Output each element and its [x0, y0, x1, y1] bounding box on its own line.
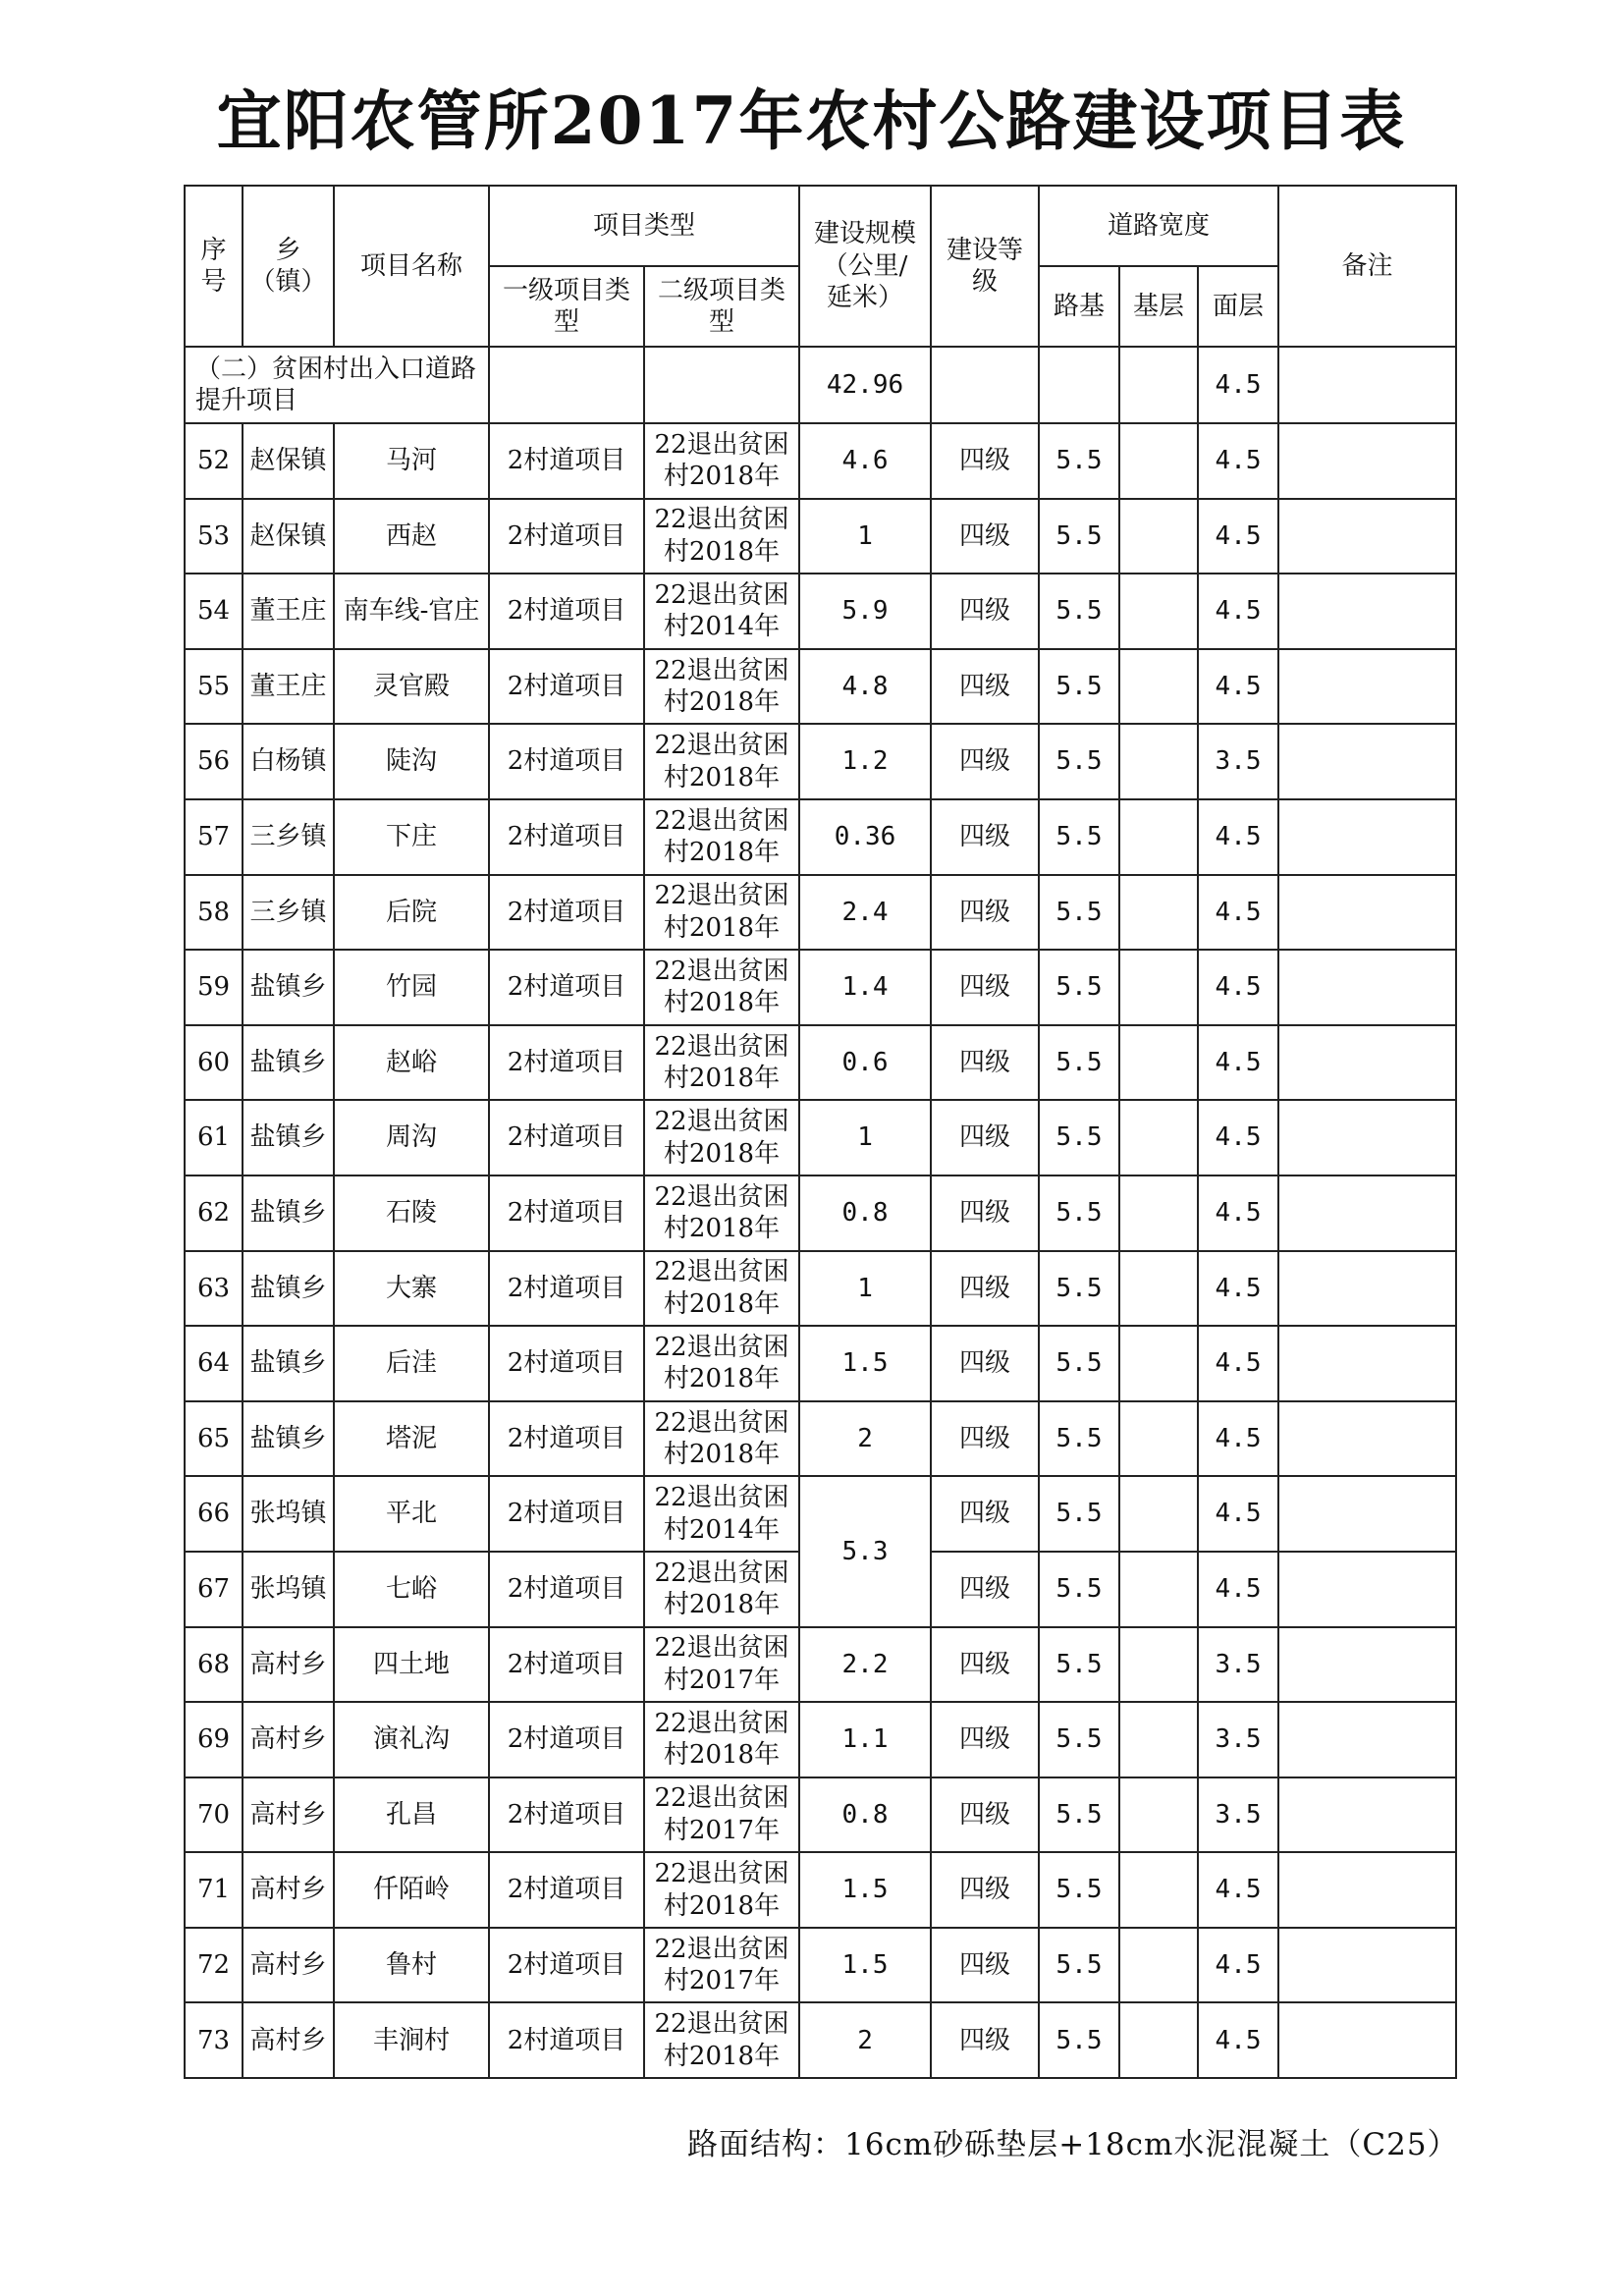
cell-scale: 1 [799, 499, 931, 574]
table-row [185, 950, 1456, 1025]
cell-type-l1: 2村道项目 [489, 1476, 644, 1552]
cell-width-sub [1119, 2002, 1198, 2078]
cell-town: 张坞镇 [243, 1476, 334, 1552]
cell-width-base: 5.5 [1039, 1476, 1119, 1552]
cell-width-surface: 4.5 [1198, 499, 1278, 574]
cell-type-l1: 2村道项目 [489, 1928, 644, 2003]
cell-width-surface: 4.5 [1198, 799, 1278, 875]
cell-remark [1278, 1251, 1456, 1327]
cell-scale: 2 [799, 1401, 931, 1477]
cell-width-sub [1119, 499, 1198, 574]
cell-width-surface: 4.5 [1198, 1552, 1278, 1627]
cell-grade: 四级 [931, 724, 1039, 799]
table-row [185, 2002, 1456, 2078]
cell-type-l2: 22退出贫困 村2018年 [644, 799, 799, 875]
cell-type-l1: 2村道项目 [489, 423, 644, 499]
cell-width-surface: 4.5 [1198, 1100, 1278, 1175]
cell-type-l1: 2村道项目 [489, 499, 644, 574]
cell-width-base: 5.5 [1039, 649, 1119, 725]
cell-scale: 0.6 [799, 1025, 931, 1101]
cell-town: 高村乡 [243, 1852, 334, 1928]
header-type-l1: 一级项目类 型 [489, 266, 644, 347]
cell-width-base: 5.5 [1039, 1552, 1119, 1627]
cell-seq: 69 [185, 1702, 243, 1777]
cell-width-surface: 4.5 [1198, 1476, 1278, 1552]
cell-width-surface: 3.5 [1198, 1702, 1278, 1777]
cell-name: 鲁村 [334, 1928, 489, 2003]
cell-name: 七峪 [334, 1552, 489, 1627]
cell-width-sub [1119, 1251, 1198, 1327]
cell-seq: 63 [185, 1251, 243, 1327]
header-remark: 备注 [1278, 186, 1456, 347]
cell-remark [1278, 423, 1456, 499]
cell-type-l1: 2村道项目 [489, 1326, 644, 1401]
cell-type-l2: 22退出贫困 村2017年 [644, 1928, 799, 2003]
cell-width-surface: 4.5 [1198, 1326, 1278, 1401]
cell-scale: 1.5 [799, 1928, 931, 2003]
cell-width-sub [1119, 649, 1198, 725]
cell-type-l1: 2村道项目 [489, 1702, 644, 1777]
cell-remark [1278, 724, 1456, 799]
table-row [185, 1100, 1456, 1175]
table-row [185, 799, 1456, 875]
cell-width-base: 5.5 [1039, 1627, 1119, 1703]
cell-scale: 0.8 [799, 1175, 931, 1251]
cell-type-l1: 2村道项目 [489, 1175, 644, 1251]
cell-remark [1278, 1702, 1456, 1777]
cell-width-surface: 4.5 [1198, 1852, 1278, 1928]
cell-town: 白杨镇 [243, 724, 334, 799]
cell-scale: 1.5 [799, 1326, 931, 1401]
cell-type-l2: 22退出贫困 村2018年 [644, 1175, 799, 1251]
cell-town: 高村乡 [243, 1702, 334, 1777]
header-width-base: 路基 [1039, 266, 1119, 347]
cell-town: 盐镇乡 [243, 950, 334, 1025]
cell-scale: 0.36 [799, 799, 931, 875]
cell-seq: 52 [185, 423, 243, 499]
cell-town: 高村乡 [243, 2002, 334, 2078]
cell-width-base: 5.5 [1039, 1326, 1119, 1401]
cell-name: 陡沟 [334, 724, 489, 799]
cell-grade: 四级 [931, 1175, 1039, 1251]
cell-width-surface: 4.5 [1198, 1401, 1278, 1477]
table-row [185, 574, 1456, 649]
cell-type-l1: 2村道项目 [489, 649, 644, 725]
cell-town: 盐镇乡 [243, 1025, 334, 1101]
cell-width-sub [1119, 1702, 1198, 1777]
cell-name: 竹园 [334, 950, 489, 1025]
cell-town: 盐镇乡 [243, 1326, 334, 1401]
cell-width-surface: 4.5 [1198, 1025, 1278, 1101]
cell-width-base: 5.5 [1039, 1928, 1119, 2003]
cell-width-sub [1119, 724, 1198, 799]
cell-type-l1: 2村道项目 [489, 1552, 644, 1627]
cell-scale: 1.4 [799, 950, 931, 1025]
cell-town: 盐镇乡 [243, 1251, 334, 1327]
cell-type-l1: 2村道项目 [489, 1100, 644, 1175]
cell-seq: 59 [185, 950, 243, 1025]
cell-width-sub [1119, 1928, 1198, 2003]
cell-width-base: 5.5 [1039, 724, 1119, 799]
cell-remark [1278, 649, 1456, 725]
cell-width-base: 5.5 [1039, 1852, 1119, 1928]
table-row [185, 1702, 1456, 1777]
cell-scale: 1.2 [799, 724, 931, 799]
page-title: 宜阳农管所2017年农村公路建设项目表 [216, 82, 1407, 159]
cell-town: 三乡镇 [243, 799, 334, 875]
cell-scale: 1 [799, 1251, 931, 1327]
table-row [185, 1175, 1456, 1251]
cell-remark [1278, 1175, 1456, 1251]
cell-width-base: 5.5 [1039, 950, 1119, 1025]
cell-remark [1278, 875, 1456, 951]
cell-seq: 57 [185, 799, 243, 875]
cell-remark [1278, 1627, 1456, 1703]
cell-seq: 56 [185, 724, 243, 799]
cell-remark [1278, 574, 1456, 649]
cell-type-l2: 22退出贫困 村2018年 [644, 1251, 799, 1327]
cell-width-base: 5.5 [1039, 574, 1119, 649]
cell-remark [1278, 1777, 1456, 1853]
cell-remark [1278, 1401, 1456, 1477]
cell-type-l2: 22退出贫困 村2018年 [644, 649, 799, 725]
cell-type-l2: 22退出贫困 村2014年 [644, 1476, 799, 1552]
cell-grade: 四级 [931, 875, 1039, 951]
cell-width-base: 5.5 [1039, 1175, 1119, 1251]
header-scale: 建设规模 （公里/ 延米） [799, 186, 931, 347]
cell-type-l2: 22退出贫困 村2018年 [644, 1100, 799, 1175]
cell-type-l1: 2村道项目 [489, 1627, 644, 1703]
cell-width-base: 5.5 [1039, 1100, 1119, 1175]
table-row [185, 649, 1456, 725]
cell-width-sub [1119, 799, 1198, 875]
cell-grade: 四级 [931, 1100, 1039, 1175]
cell-name: 灵官殿 [334, 649, 489, 725]
cell-seq: 67 [185, 1552, 243, 1627]
cell-type-l1: 2村道项目 [489, 1251, 644, 1327]
cell-grade: 四级 [931, 1702, 1039, 1777]
cell-seq: 66 [185, 1476, 243, 1552]
header-name: 项目名称 [334, 186, 489, 347]
cell-type-l2: 22退出贫困 村2018年 [644, 950, 799, 1025]
cell-width-surface: 4.5 [1198, 1251, 1278, 1327]
cell-width-surface: 4.5 [1198, 1175, 1278, 1251]
table-row [185, 875, 1456, 951]
table-row [185, 1251, 1456, 1327]
header-width-sub: 基层 [1119, 266, 1198, 347]
cell-width-sub [1119, 1326, 1198, 1401]
cell-scale: 2.4 [799, 875, 931, 951]
cell-grade: 四级 [931, 1627, 1039, 1703]
cell-width-base: 5.5 [1039, 1025, 1119, 1101]
cell-remark [1278, 1852, 1456, 1928]
cell-remark [1278, 799, 1456, 875]
cell-width-surface: 4.5 [1198, 950, 1278, 1025]
header-width-surface: 面层 [1198, 266, 1278, 347]
cell-name: 下庄 [334, 799, 489, 875]
cell-width-sub [1119, 1175, 1198, 1251]
table-row [185, 724, 1456, 799]
cell-scale: 2.2 [799, 1627, 931, 1703]
section-row [185, 347, 1456, 423]
cell-width-base: 5.5 [1039, 1777, 1119, 1853]
cell-type-l1: 2村道项目 [489, 1401, 644, 1477]
cell-name: 后院 [334, 875, 489, 951]
cell-scale: 4.6 [799, 423, 931, 499]
cell-width-base: 5.5 [1039, 1251, 1119, 1327]
cell-type-l2: 22退出贫困 村2018年 [644, 875, 799, 951]
table-row [185, 499, 1456, 574]
cell-seq: 73 [185, 2002, 243, 2078]
cell-type-l1: 2村道项目 [489, 875, 644, 951]
cell-remark [1278, 950, 1456, 1025]
cell-type-l2: 22退出贫困 村2014年 [644, 574, 799, 649]
cell-scale: 4.8 [799, 649, 931, 725]
cell-seq: 54 [185, 574, 243, 649]
header-seq: 序 号 [185, 186, 243, 347]
cell-town: 董王庄 [243, 649, 334, 725]
cell-type-l2: 22退出贫困 村2018年 [644, 1401, 799, 1477]
cell-type-l2: 22退出贫困 村2017年 [644, 1627, 799, 1703]
cell-scale: 1.5 [799, 1852, 931, 1928]
cell-type-l1: 2村道项目 [489, 950, 644, 1025]
section-surface: 4.5 [1198, 347, 1278, 423]
table-row [185, 1476, 1456, 1552]
cell-type-l1: 2村道项目 [489, 1777, 644, 1853]
cell-width-surface: 4.5 [1198, 1928, 1278, 2003]
cell-name: 丰涧村 [334, 2002, 489, 2078]
header-grade: 建设等 级 [931, 186, 1039, 347]
cell-type-l1: 2村道项目 [489, 574, 644, 649]
cell-width-surface: 3.5 [1198, 1627, 1278, 1703]
cell-type-l2: 22退出贫困 村2018年 [644, 724, 799, 799]
cell-type-l2: 22退出贫困 村2018年 [644, 1025, 799, 1101]
cell-scale: 1.1 [799, 1702, 931, 1777]
cell-width-surface: 4.5 [1198, 2002, 1278, 2078]
header-type-l2: 二级项目类 型 [644, 266, 799, 347]
cell-type-l2: 22退出贫困 村2018年 [644, 1552, 799, 1627]
cell-name: 后洼 [334, 1326, 489, 1401]
cell-type-l1: 2村道项目 [489, 724, 644, 799]
cell-grade: 四级 [931, 1476, 1039, 1552]
cell-grade: 四级 [931, 1928, 1039, 2003]
cell-width-surface: 4.5 [1198, 423, 1278, 499]
table-row [185, 1852, 1456, 1928]
cell-width-sub [1119, 1627, 1198, 1703]
cell-width-surface: 3.5 [1198, 1777, 1278, 1853]
cell-scale: 5.3 [799, 1476, 931, 1626]
cell-width-sub [1119, 1852, 1198, 1928]
cell-remark [1278, 1025, 1456, 1101]
cell-remark [1278, 1326, 1456, 1401]
cell-town: 盐镇乡 [243, 1100, 334, 1175]
cell-name: 四土地 [334, 1627, 489, 1703]
cell-width-sub [1119, 1777, 1198, 1853]
cell-name: 塔泥 [334, 1401, 489, 1477]
cell-name: 周沟 [334, 1100, 489, 1175]
table-row [185, 1326, 1456, 1401]
cell-name: 平北 [334, 1476, 489, 1552]
cell-town: 高村乡 [243, 1627, 334, 1703]
cell-remark [1278, 499, 1456, 574]
header-type: 项目类型 [489, 186, 799, 266]
cell-grade: 四级 [931, 1401, 1039, 1477]
cell-scale: 2 [799, 2002, 931, 2078]
cell-grade: 四级 [931, 1852, 1039, 1928]
cell-seq: 72 [185, 1928, 243, 2003]
cell-type-l2: 22退出贫困 村2017年 [644, 1777, 799, 1853]
cell-width-sub [1119, 1401, 1198, 1477]
cell-name: 大寨 [334, 1251, 489, 1327]
section-scale: 42.96 [799, 347, 931, 423]
cell-type-l1: 2村道项目 [489, 1852, 644, 1928]
section-label: （二）贫困村出入口道路 提升项目 [185, 347, 489, 423]
cell-type-l1: 2村道项目 [489, 799, 644, 875]
cell-name: 西赵 [334, 499, 489, 574]
cell-remark [1278, 1100, 1456, 1175]
cell-seq: 64 [185, 1326, 243, 1401]
cell-width-base: 5.5 [1039, 799, 1119, 875]
cell-seq: 71 [185, 1852, 243, 1928]
cell-width-sub [1119, 875, 1198, 951]
cell-scale: 1 [799, 1100, 931, 1175]
project-table [184, 185, 1457, 2079]
header-width: 道路宽度 [1039, 186, 1278, 266]
cell-grade: 四级 [931, 1025, 1039, 1101]
cell-name: 马河 [334, 423, 489, 499]
table-row [185, 1627, 1456, 1703]
cell-width-base: 5.5 [1039, 499, 1119, 574]
cell-seq: 58 [185, 875, 243, 951]
cell-town: 高村乡 [243, 1928, 334, 2003]
cell-type-l2: 22退出贫困 村2018年 [644, 423, 799, 499]
header-town: 乡 （镇） [243, 186, 334, 347]
cell-width-surface: 3.5 [1198, 724, 1278, 799]
cell-width-surface: 4.5 [1198, 574, 1278, 649]
cell-scale: 5.9 [799, 574, 931, 649]
cell-name: 南车线-官庄 [334, 574, 489, 649]
cell-grade: 四级 [931, 1251, 1039, 1327]
cell-remark [1278, 1552, 1456, 1627]
cell-type-l2: 22退出贫困 村2018年 [644, 2002, 799, 2078]
cell-remark [1278, 2002, 1456, 2078]
cell-type-l1: 2村道项目 [489, 1025, 644, 1101]
cell-town: 高村乡 [243, 1777, 334, 1853]
cell-width-base: 5.5 [1039, 423, 1119, 499]
cell-grade: 四级 [931, 950, 1039, 1025]
cell-type-l2: 22退出贫困 村2018年 [644, 1852, 799, 1928]
cell-grade: 四级 [931, 799, 1039, 875]
cell-width-base: 5.5 [1039, 1702, 1119, 1777]
cell-type-l2: 22退出贫困 村2018年 [644, 499, 799, 574]
cell-grade: 四级 [931, 1777, 1039, 1853]
cell-remark [1278, 1476, 1456, 1552]
cell-grade: 四级 [931, 574, 1039, 649]
cell-seq: 55 [185, 649, 243, 725]
cell-width-sub [1119, 1100, 1198, 1175]
table-row [185, 1777, 1456, 1853]
cell-seq: 61 [185, 1100, 243, 1175]
cell-type-l2: 22退出贫困 村2018年 [644, 1326, 799, 1401]
cell-grade: 四级 [931, 1552, 1039, 1627]
cell-seq: 65 [185, 1401, 243, 1477]
cell-width-sub [1119, 950, 1198, 1025]
table-row [185, 423, 1456, 499]
table-row [185, 1025, 1456, 1101]
cell-width-base: 5.5 [1039, 2002, 1119, 2078]
cell-seq: 68 [185, 1627, 243, 1703]
cell-scale: 0.8 [799, 1777, 931, 1853]
cell-type-l2: 22退出贫困 村2018年 [644, 1702, 799, 1777]
cell-town: 张坞镇 [243, 1552, 334, 1627]
table-row [185, 1401, 1456, 1477]
cell-grade: 四级 [931, 499, 1039, 574]
cell-type-l1: 2村道项目 [489, 2002, 644, 2078]
cell-name: 石陵 [334, 1175, 489, 1251]
cell-grade: 四级 [931, 2002, 1039, 2078]
cell-grade: 四级 [931, 1326, 1039, 1401]
cell-width-sub [1119, 423, 1198, 499]
cell-width-surface: 4.5 [1198, 875, 1278, 951]
cell-town: 三乡镇 [243, 875, 334, 951]
cell-town: 赵保镇 [243, 499, 334, 574]
cell-name: 赵峪 [334, 1025, 489, 1101]
cell-town: 盐镇乡 [243, 1175, 334, 1251]
table-row [185, 1928, 1456, 2003]
cell-width-base: 5.5 [1039, 1401, 1119, 1477]
cell-seq: 53 [185, 499, 243, 574]
cell-town: 赵保镇 [243, 423, 334, 499]
cell-name: 演礼沟 [334, 1702, 489, 1777]
cell-town: 董王庄 [243, 574, 334, 649]
cell-seq: 62 [185, 1175, 243, 1251]
cell-town: 盐镇乡 [243, 1401, 334, 1477]
cell-width-sub [1119, 1552, 1198, 1627]
cell-name: 孔昌 [334, 1777, 489, 1853]
cell-remark [1278, 1928, 1456, 2003]
cell-width-base: 5.5 [1039, 875, 1119, 951]
cell-seq: 70 [185, 1777, 243, 1853]
cell-width-surface: 4.5 [1198, 649, 1278, 725]
pavement-note: 路面结构：16cm砂砾垫层+18cm水泥混凝土（C25） [687, 2127, 1459, 2162]
cell-width-sub [1119, 1476, 1198, 1552]
cell-width-sub [1119, 1025, 1198, 1101]
cell-grade: 四级 [931, 649, 1039, 725]
cell-width-sub [1119, 574, 1198, 649]
cell-grade: 四级 [931, 423, 1039, 499]
cell-name: 仟陌岭 [334, 1852, 489, 1928]
cell-seq: 60 [185, 1025, 243, 1101]
